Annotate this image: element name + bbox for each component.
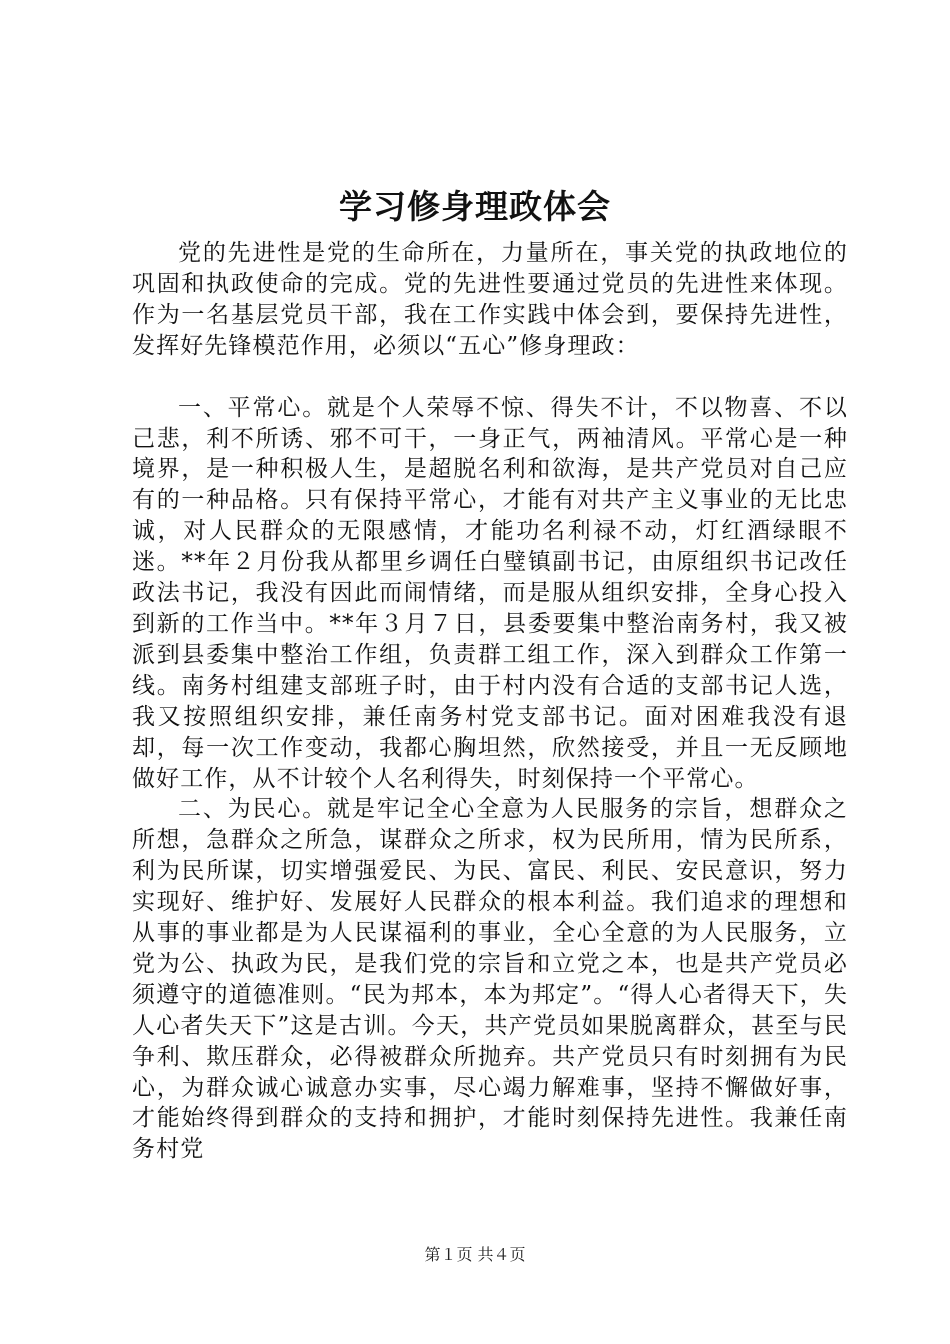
paragraph-spacer — [132, 362, 848, 393]
paragraph-intro: 党的先进性是党的生命所在，力量所在，事关党的执政地位的巩固和执政使命的完成。党的先进性要通过党员的先进性来体现。作为一名基层党员干部，我在工作实践中体会到，要保持先进性，发挥好先锋模范作用，必须以“五心”修身理政： — [132, 240, 848, 359]
document-body — [132, 238, 848, 1165]
page-footer: 第１页 共４页 — [424, 1245, 526, 1264]
paragraph-section-2: 二、为民心。就是牢记全心全意为人民服务的宗旨，想群众之所想，急群众之所急，谋群众之所求，权为民所用，情为民所系，利为民所谋，切实增强爱民、为民、富民、利民、安民意识，努力实现好、维护好、发展好人民群众的根本利益。我们追求的理想和从事的事业都是为人民谋福利的事业，全心全意的为人民服务，立党为公、执政为民，是我们党的宗旨和立党之本，也是共产党员必须遵守的道德准则。“民为邦本，本为邦定”。“得人心者得天下，失人心者失天下”这是古训。今天，共产党员如果脱离群众，甚至与民争利、欺压群众，必得被群众所抛弃。共产党员只有时刻拥有为民心，为群众诚心诚意办实事，尽心竭力解难事，坚持不懈做好事，才能始终得到群众的支持和拥护，才能时刻保持先进性。我兼任南务村党 — [132, 796, 848, 1163]
document-title: 学习修身理政体会 — [339, 187, 611, 226]
paragraph-section-1: 一、平常心。就是个人荣辱不惊、得失不计，不以物喜、不以己悲，利不所诱、邪不可干，一身正气，两袖清风。平常心是一种境界，是一种积极人生，是超脱名利和欲海，是共产党员对自己应有的一种品格。只有保持平常心，才能有对共产主义事业的无比忠诚，对人民群众的无限感情，才能功名利禄不动，灯红酒绿眼不迷。**年２月份我从都里乡调任白璧镇副书记，由原组织书记改任政法书记，我没有因此而闹情绪，而是服从组织安排，全身心投入到新的工作当中。**年３月７日，县委要集中整治南务村，我又被派到县委集中整治工作组，负责群工组工作，深入到群众工作第一线。南务村组建支部班子时，由于村内没有合适的支部书记人选，我又按照组织安排，兼任南务村党支部书记。面对困难我没有退却，每一次工作变动，我都心胸坦然，欣然接受，并且一无反顾地做好工作，从不计较个人名利得失，时刻保持一个平常心。 — [132, 394, 848, 792]
